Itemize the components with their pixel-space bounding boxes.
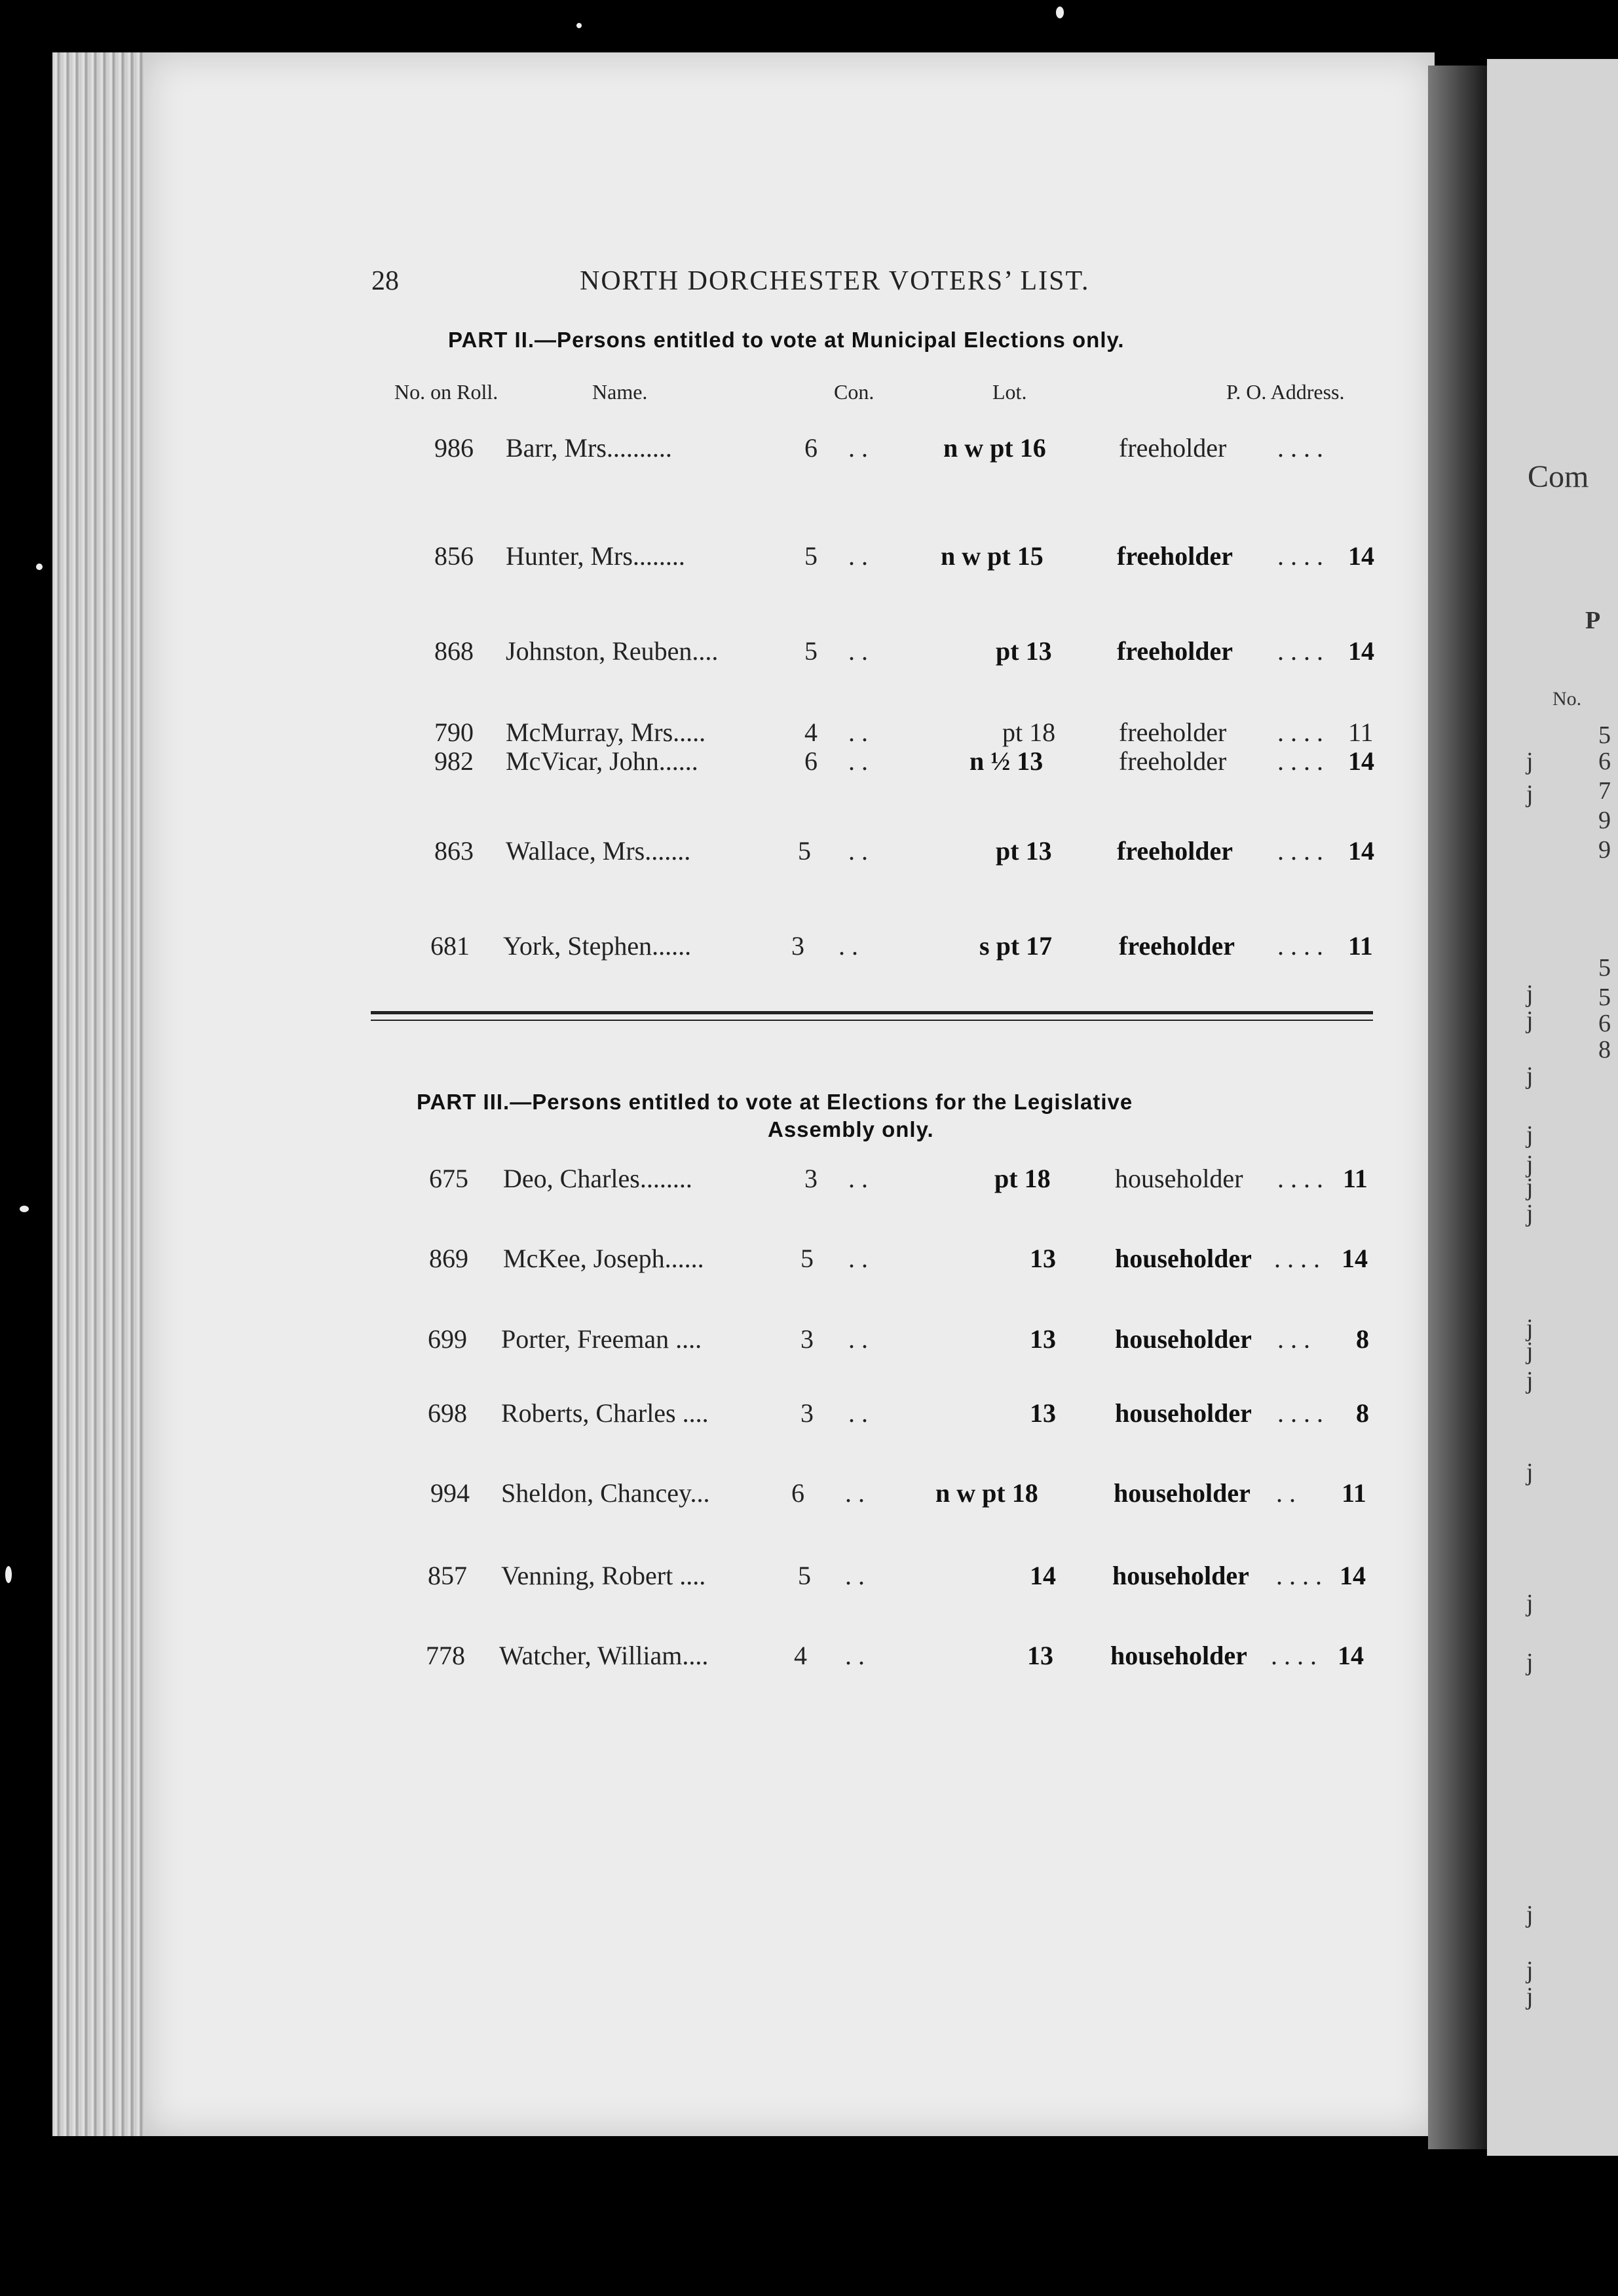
voter-status: freeholder [1117, 541, 1233, 571]
dot-leader: . . . . [1277, 433, 1323, 463]
concession: 6 [804, 746, 818, 776]
film-speck [1056, 7, 1064, 18]
dot-leader: . . . . [1277, 1398, 1323, 1428]
dot-leader: . . [848, 1324, 868, 1354]
voter-status: householder [1115, 1164, 1243, 1193]
film-speck [20, 1206, 29, 1212]
adjacent-page-digit: 6 [1598, 1010, 1611, 1037]
adjacent-page-column-header: No. [1552, 688, 1582, 710]
lot: 13 [1030, 1244, 1056, 1273]
po-address: 14 [1340, 1561, 1366, 1590]
roll-number: 986 [434, 433, 474, 463]
lot: 13 [1030, 1324, 1056, 1354]
film-speck [36, 564, 43, 570]
column-header-con: Con. [834, 380, 875, 404]
roll-number: 868 [434, 636, 474, 666]
dot-leader: . . [848, 433, 868, 463]
lot: pt 13 [996, 636, 1052, 666]
dot-leader: . . . . [1277, 718, 1323, 747]
adjacent-page [1487, 59, 1618, 2156]
voter-name: Barr, Mrs.......... [506, 433, 672, 463]
adjacent-page-mark: j [1526, 1459, 1533, 1486]
lot: s pt 17 [979, 931, 1053, 961]
dot-leader: . . [838, 931, 858, 961]
voter-name: McMurray, Mrs..... [506, 718, 706, 747]
section-divider-thin [371, 1020, 1373, 1021]
film-speck [5, 1566, 12, 1583]
adjacent-page-mark: j [1526, 1062, 1533, 1090]
concession: 3 [804, 1164, 818, 1193]
adjacent-page-digit: 9 [1598, 836, 1611, 864]
voter-name: Venning, Robert .... [501, 1561, 706, 1590]
page-number: 28 [371, 266, 399, 296]
adjacent-page-digit: 5 [1598, 721, 1611, 749]
adjacent-page-mark: j [1526, 1121, 1533, 1149]
concession: 3 [800, 1398, 814, 1428]
adjacent-page-mark: j [1526, 1590, 1533, 1617]
voter-name: Deo, Charles........ [503, 1164, 692, 1193]
voter-status: freeholder [1117, 636, 1233, 666]
po-address: 14 [1342, 1244, 1368, 1273]
po-address: 14 [1348, 836, 1374, 866]
lot: n w pt 16 [943, 433, 1046, 463]
voter-name: York, Stephen...... [503, 931, 692, 961]
adjacent-page-mark: j [1526, 1200, 1533, 1227]
voter-status: householder [1114, 1478, 1251, 1508]
voter-status: freeholder [1119, 433, 1227, 463]
dot-leader: . . [848, 636, 868, 666]
dot-leader: . . . . [1277, 1164, 1323, 1193]
adjacent-page-mark: j [1526, 980, 1533, 1008]
voter-name: Johnston, Reuben.... [506, 636, 719, 666]
voter-name: Roberts, Charles .... [501, 1398, 709, 1428]
po-address: 11 [1348, 931, 1373, 961]
po-address: 8 [1356, 1324, 1369, 1354]
dot-leader: . . . . [1277, 746, 1323, 776]
concession: 6 [791, 1478, 804, 1508]
po-address: 14 [1348, 636, 1374, 666]
roll-number: 856 [434, 541, 474, 571]
part-3-heading: PART III.—Persons entitled to vote at Elections for the Legislative [417, 1090, 1133, 1114]
book-page-edges [52, 52, 157, 2136]
dot-leader: . . . [1277, 1324, 1310, 1354]
adjacent-page-digit: 5 [1598, 954, 1611, 982]
lot: 14 [1030, 1561, 1056, 1590]
dot-leader: . . [848, 836, 868, 866]
concession: 6 [804, 433, 818, 463]
roll-number: 699 [428, 1324, 467, 1354]
concession: 5 [798, 836, 811, 866]
adjacent-page-mark: j [1526, 1649, 1533, 1676]
adjacent-page-mark: j [1526, 1314, 1533, 1342]
po-address: 11 [1342, 1478, 1366, 1508]
adjacent-page-digit: 8 [1598, 1036, 1611, 1063]
voter-status: freeholder [1119, 746, 1227, 776]
concession: 5 [804, 636, 818, 666]
concession: 4 [794, 1641, 807, 1670]
po-address: 14 [1348, 746, 1374, 776]
voter-name: McKee, Joseph...... [503, 1244, 704, 1273]
adjacent-page-mark: j [1526, 1151, 1533, 1178]
section-divider-thick [371, 1011, 1373, 1014]
lot: pt 13 [996, 836, 1052, 866]
adjacent-page-digit: 9 [1598, 807, 1611, 834]
voter-status: householder [1112, 1561, 1249, 1590]
adjacent-page-mark: j [1526, 1337, 1533, 1365]
dot-leader: . . [848, 1398, 868, 1428]
voter-status: householder [1115, 1324, 1252, 1354]
po-address: 14 [1338, 1641, 1364, 1670]
roll-number: 869 [429, 1244, 468, 1273]
voter-status: householder [1115, 1398, 1252, 1428]
adjacent-page-mark: j [1526, 1957, 1533, 1984]
voter-status: freeholder [1119, 931, 1235, 961]
adjacent-page-mark: j [1526, 1983, 1533, 2010]
voter-name: Hunter, Mrs........ [506, 541, 685, 571]
roll-number: 982 [434, 746, 474, 776]
voter-status: householder [1115, 1244, 1252, 1273]
adjacent-page-digit: 7 [1598, 777, 1611, 805]
voter-status: householder [1110, 1641, 1247, 1670]
roll-number: 778 [426, 1641, 465, 1670]
dot-leader: . . [848, 718, 868, 747]
lot: n ½ 13 [969, 746, 1044, 776]
concession: 5 [798, 1561, 811, 1590]
voter-name: Wallace, Mrs....... [506, 836, 691, 866]
column-header-lot: Lot. [992, 380, 1027, 404]
roll-number: 675 [429, 1164, 468, 1193]
part-3-heading-continued: Assembly only. [768, 1117, 934, 1141]
adjacent-page-heading: Com [1528, 459, 1589, 494]
concession: 5 [800, 1244, 814, 1273]
part-2-heading: PART II.—Persons entitled to vote at Municipal Elections only. [448, 328, 1125, 352]
voter-name: McVicar, John...... [506, 746, 698, 776]
dot-leader: . . . . [1277, 541, 1323, 571]
dot-leader: . . [848, 1244, 868, 1273]
roll-number: 681 [430, 931, 470, 961]
po-address: 11 [1343, 1164, 1368, 1193]
column-header-roll: No. on Roll. [394, 380, 499, 404]
dot-leader: . . [848, 541, 868, 571]
voter-name: Porter, Freeman .... [501, 1324, 702, 1354]
concession: 5 [804, 541, 818, 571]
dot-leader: . . [845, 1641, 865, 1670]
film-speck [576, 23, 582, 28]
lot: n w pt 18 [935, 1478, 1038, 1508]
adjacent-page-mark: j [1526, 1006, 1533, 1034]
page-gutter-shadow [1428, 66, 1487, 2149]
lot: pt 18 [1002, 718, 1056, 747]
concession: 3 [791, 931, 804, 961]
adjacent-page-mark: j [1526, 1367, 1533, 1394]
dot-leader: . . . . [1277, 931, 1323, 961]
lot: 13 [1027, 1641, 1053, 1670]
po-address: 14 [1348, 541, 1374, 571]
roll-number: 863 [434, 836, 474, 866]
dot-leader: . . [845, 1561, 865, 1590]
dot-leader: . . . . [1274, 1244, 1320, 1273]
adjacent-page-digit: 6 [1598, 748, 1611, 775]
adjacent-page-mark: j [1526, 780, 1533, 808]
lot: pt 18 [994, 1164, 1051, 1193]
adjacent-page-part-letter: P [1585, 607, 1601, 634]
voter-name: Sheldon, Chancey... [501, 1478, 710, 1508]
concession: 4 [804, 718, 818, 747]
roll-number: 857 [428, 1561, 467, 1590]
dot-leader: . . [1276, 1478, 1296, 1508]
lot: 13 [1030, 1398, 1056, 1428]
dot-leader: . . . . [1277, 636, 1323, 666]
lot: n w pt 15 [941, 541, 1044, 571]
adjacent-page-digit: 5 [1598, 984, 1611, 1011]
adjacent-page-mark: j [1526, 1174, 1533, 1201]
roll-number: 698 [428, 1398, 467, 1428]
column-header-address: P. O. Address. [1226, 380, 1345, 404]
column-header-name: Name. [592, 380, 648, 404]
dot-leader: . . . . [1276, 1561, 1322, 1590]
dot-leader: . . [845, 1478, 865, 1508]
page-title: NORTH DORCHESTER VOTERS’ LIST. [580, 266, 1090, 296]
dot-leader: . . . . [1271, 1641, 1317, 1670]
roll-number: 790 [434, 718, 474, 747]
dot-leader: . . [848, 746, 868, 776]
roll-number: 994 [430, 1478, 470, 1508]
dot-leader: . . [848, 1164, 868, 1193]
concession: 3 [800, 1324, 814, 1354]
dot-leader: . . . . [1277, 836, 1323, 866]
voter-name: Watcher, William.... [499, 1641, 709, 1670]
po-address: 8 [1356, 1398, 1369, 1428]
voter-status: freeholder [1119, 718, 1227, 747]
voter-status: freeholder [1117, 836, 1233, 866]
adjacent-page-mark: j [1526, 748, 1533, 775]
adjacent-page-mark: j [1526, 1901, 1533, 1928]
po-address: 11 [1348, 718, 1374, 747]
